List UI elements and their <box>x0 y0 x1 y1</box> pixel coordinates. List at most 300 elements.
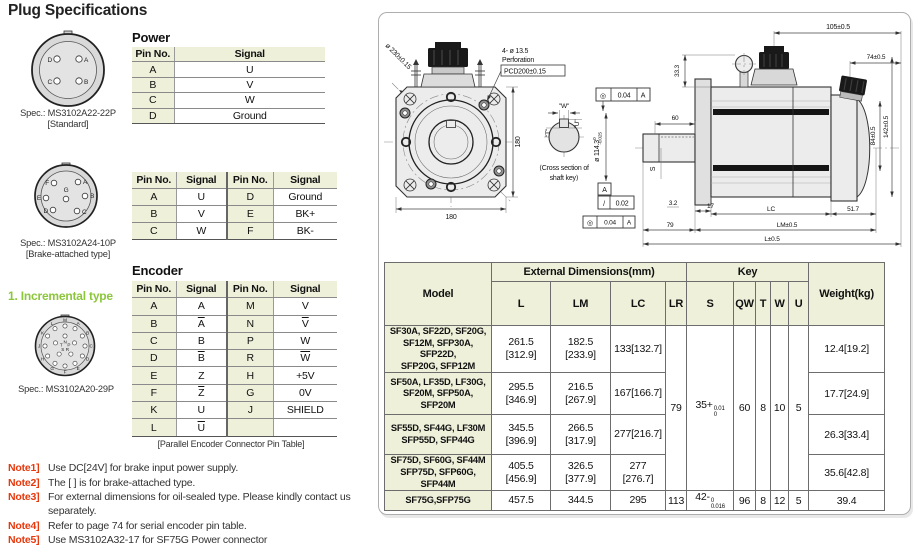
column-header: U <box>789 282 809 326</box>
tolerance-frames <box>583 88 650 228</box>
lc-cell <box>611 326 666 373</box>
lm-cell <box>551 455 611 491</box>
w-cell: 12 <box>771 491 789 511</box>
encoder-type-label: 1. Incremental type <box>8 289 113 303</box>
tolerance-stack <box>714 406 725 418</box>
pin-hole <box>76 56 82 62</box>
hole-label-2: Perforation <box>502 57 535 64</box>
tolerance-sup: 0 <box>710 498 714 505</box>
pin-cell: J <box>227 402 273 419</box>
pin-letter: L <box>50 321 54 327</box>
pin-cell: D <box>132 350 176 367</box>
pin-cell <box>273 419 337 436</box>
pin-cell: N <box>227 315 273 332</box>
lm-cell <box>551 415 611 455</box>
page-title: Plug Specifications <box>8 2 148 19</box>
lc-cell <box>611 415 666 455</box>
pin-cell: $\overline{Z}$ <box>176 384 227 401</box>
pin-cell: E <box>227 206 273 223</box>
pin-hole <box>43 195 49 201</box>
dim-s: S <box>650 166 657 172</box>
model-cell <box>385 491 492 511</box>
table-row <box>385 373 885 415</box>
cell-line: 326.5 <box>567 459 594 472</box>
pin-table-row <box>132 350 337 367</box>
pin-letter: D <box>85 356 90 362</box>
pin-hole <box>51 180 57 186</box>
column-header: QW <box>734 282 756 326</box>
column-header: T <box>756 282 771 326</box>
dim-lm: LM±0.5 <box>776 222 798 229</box>
note-label: Note5] <box>8 534 40 547</box>
dim-33: 33.3 <box>674 65 681 77</box>
pin-cell: U <box>176 189 227 206</box>
brake-connector-caption <box>0 238 136 260</box>
cell-line: 167[166.7] <box>614 387 662 400</box>
cell-line: 277 <box>629 459 647 472</box>
pin-cell: BK- <box>273 223 337 240</box>
pin-cell: M <box>227 298 273 315</box>
encoder-table-caption: [Parallel Encoder Connector Pin Table] <box>157 439 305 449</box>
front-dim-width: 180 <box>445 214 457 221</box>
power-connector-drawing <box>28 30 108 110</box>
pin-table-header-row <box>132 281 337 298</box>
cell-line: 266.5 <box>567 421 594 434</box>
pin-hole <box>54 56 60 62</box>
cell-line: [276.7] <box>622 472 654 485</box>
pin-hole <box>73 361 77 365</box>
pin-hole <box>63 324 67 328</box>
weight-cell: 12.4[19.2] <box>809 326 885 373</box>
pin-hole <box>57 352 61 356</box>
shaft <box>643 134 695 162</box>
tol2-value: 0.04 <box>604 219 616 227</box>
note-text: The [ ] is for brake-attached type. <box>48 476 196 489</box>
pin-letter: A <box>76 321 80 327</box>
notes-list <box>8 462 372 549</box>
pin-letter: C <box>82 209 87 216</box>
l-cell <box>492 415 551 455</box>
column-header: L <box>492 282 551 326</box>
pin-letter: R <box>65 346 69 352</box>
cell-line: [396.9] <box>505 434 537 447</box>
pin-cell: W <box>176 223 227 240</box>
pin-cell: L <box>132 419 176 436</box>
cell-line: 345.5 <box>508 421 534 434</box>
pin-letter: B <box>86 330 89 336</box>
cell-line: 295 <box>629 494 647 507</box>
pin-cell: W <box>174 93 325 108</box>
pin-hole <box>76 78 82 84</box>
weight-cell: 39.4 <box>809 491 885 511</box>
front-view <box>384 42 565 221</box>
power-connector-caption <box>0 108 136 130</box>
pin-cell: BK+ <box>273 206 337 223</box>
pin-cell: U <box>176 402 227 419</box>
datum-a: A <box>602 187 607 194</box>
dimension-panel <box>378 12 911 515</box>
pin-table-header-row <box>132 172 337 189</box>
u-cell: 5 <box>789 491 809 511</box>
table-row <box>385 491 885 511</box>
table-row <box>385 415 885 455</box>
front-connector <box>421 42 475 87</box>
lc-cell <box>611 491 666 511</box>
pin-table-row <box>132 332 337 349</box>
lm-cell <box>551 326 611 373</box>
pin-table-row <box>132 384 337 401</box>
pin-letter: C <box>47 79 52 86</box>
front-dim-height: 180 <box>515 136 522 148</box>
pin-hole <box>43 344 47 348</box>
pin-cell: V <box>176 206 227 223</box>
pin-hole <box>72 341 76 345</box>
connector-face <box>40 42 97 99</box>
pin-letter: G <box>50 366 54 372</box>
rear-bulge <box>857 99 870 197</box>
encoder-heading: Encoder <box>132 263 183 278</box>
pin-cell: Z <box>176 367 227 384</box>
t-merged-cell: 8 <box>756 326 771 491</box>
cell-line: [377.9] <box>565 472 596 485</box>
shaft-keyway <box>447 121 456 128</box>
pin-letter: G <box>63 187 69 194</box>
pin-cell: F <box>132 384 176 401</box>
rear-connector <box>838 75 867 101</box>
cell-line: SF75D, SF60G, SF44M <box>390 455 486 466</box>
qw-merged-cell: 60 <box>734 326 756 491</box>
pin-letter: T <box>59 342 63 348</box>
cell-line: [456.9] <box>505 472 537 485</box>
cell-line: SF12M, SFP30A, SFP22D, <box>402 337 474 360</box>
note-text: Refer to page 74 for serial encoder pin table. <box>48 519 247 532</box>
pin-hole <box>73 327 77 331</box>
pin-cell: B <box>132 77 174 92</box>
lc-cell <box>611 373 666 415</box>
pin-hole <box>54 78 60 84</box>
pin-hole <box>63 364 67 368</box>
pin-hole <box>63 196 69 202</box>
l-cell <box>492 455 551 491</box>
power-spec: Spec.: MS3102A22-22P <box>20 108 116 118</box>
lc-cell <box>611 455 666 491</box>
pin-cell: D <box>132 108 174 123</box>
dim-142: 142±0.5 <box>883 115 890 139</box>
pin-hole <box>75 179 81 185</box>
pin-letter: H <box>40 356 45 362</box>
model-cell <box>385 415 492 455</box>
pin-cell: B <box>132 206 176 223</box>
cell-line: SF30A, SF22D, SF20G, <box>389 326 487 336</box>
encoder-pin-table <box>132 281 337 437</box>
pin-cell: B <box>132 315 176 332</box>
dim-l: L±0.5 <box>764 236 780 243</box>
l-cell <box>492 373 551 415</box>
pin-letter: N <box>63 339 67 345</box>
tolerance-stack <box>711 498 725 510</box>
dim-17: 17 <box>707 203 714 210</box>
pin-cell: B <box>176 332 227 349</box>
cell-line: 216.5 <box>567 380 594 393</box>
column-header: LC <box>611 282 666 326</box>
pin-cell: C <box>132 332 176 349</box>
pin-column-header: Signal <box>273 172 337 189</box>
note-text: Use DC[24V] for brake input power supply. <box>48 462 239 474</box>
pin-cell: V <box>273 298 337 315</box>
pin-cell: K <box>132 402 176 419</box>
column-header: S <box>687 282 734 326</box>
cell-line: [346.9] <box>505 393 537 406</box>
tol1-symbol: ◎ <box>600 93 606 100</box>
pin-letter: B <box>84 79 89 86</box>
pin-hole <box>53 341 57 345</box>
pin-cell: C <box>132 223 176 240</box>
key-u-label: "U" <box>574 119 581 129</box>
cell-line: [233.9] <box>565 349 596 362</box>
cell-line: SF20M, SFP50A, SFP20M <box>402 388 474 410</box>
lr-merged-cell: 79 <box>666 326 687 491</box>
w-merged-cell: 10 <box>771 326 789 491</box>
key-header: Key <box>687 263 809 282</box>
pin-cell: A <box>132 298 176 315</box>
pin-column-header: Signal <box>176 281 227 298</box>
cell-line: 261.5 <box>508 336 534 349</box>
pin-column-header: Pin No. <box>227 172 273 189</box>
note-label: Note3] <box>8 491 40 504</box>
pin-cell: R <box>227 350 273 367</box>
qw-cell: 96 <box>734 491 756 511</box>
pin-letter: F <box>45 180 49 187</box>
cell-line: 457.5 <box>508 494 534 507</box>
pin-hole <box>50 207 56 213</box>
table-header-row <box>385 263 885 282</box>
pin-table-row <box>132 223 337 240</box>
tol1-value: 0.04 <box>617 92 631 100</box>
cell-line: [267.9] <box>565 393 596 406</box>
pin-hole <box>80 334 84 338</box>
column-header: W <box>771 282 789 326</box>
pin-hole <box>46 334 50 338</box>
pin-letter: D <box>43 208 48 215</box>
pin-cell: P <box>227 332 273 349</box>
note-row <box>8 477 372 491</box>
pin-column-header: Pin No. <box>227 281 273 298</box>
lm-cell <box>551 373 611 415</box>
pin-letter: F <box>63 369 67 375</box>
pin-letter: E <box>76 366 80 372</box>
pin-letter: B <box>90 193 95 200</box>
cell-line: SF55D, SF44G, LF30M <box>390 423 486 434</box>
pin-cell: $\overline{B}$ <box>176 350 227 367</box>
lm-cell <box>551 491 611 511</box>
pin-column-header: Pin No. <box>132 281 176 298</box>
pin-cell: A <box>132 189 176 206</box>
pin-hole <box>63 334 67 338</box>
pin-letter: C <box>89 343 93 349</box>
pin-cell: +5V <box>273 367 337 384</box>
pin-column-header: Pin No. <box>132 172 176 189</box>
pin-column-header: Signal <box>176 172 227 189</box>
pin-table-row <box>132 77 325 92</box>
l-cell <box>492 491 551 511</box>
pin-cell: A <box>176 298 227 315</box>
cell-line: SF50A, LF35D, LF30G, <box>390 376 486 387</box>
tol2-symbol: ◎ <box>587 220 593 227</box>
weight-cell: 35.6[42.8] <box>809 455 885 491</box>
pin-letter: E <box>36 195 41 202</box>
pin-column-header: Pin No. <box>132 47 174 62</box>
cell-line: SF75G,SFP75G <box>405 494 471 505</box>
pin-cell: W <box>273 332 337 349</box>
dim-3-2: 3.2 <box>668 200 678 207</box>
brake-connector-drawing <box>32 162 100 230</box>
hole-label-1: 4- ø 13.5 <box>502 48 529 55</box>
t-cell: 8 <box>756 491 771 511</box>
pin-table-row <box>132 419 337 436</box>
front-dim-diagonal: ø 230±0.15 <box>383 42 413 72</box>
encoder-connector-drawing <box>33 314 97 378</box>
note-row <box>8 491 372 518</box>
table-row <box>385 455 885 491</box>
cell-line: 182.5 <box>567 336 594 349</box>
external-dimensions-header: External Dimensions(mm) <box>492 263 687 282</box>
pin-cell: $\overline{A}$ <box>176 315 227 332</box>
brake-pin-table <box>132 172 337 240</box>
pin-table-row <box>132 367 337 384</box>
pin-cell: D <box>227 189 273 206</box>
pin-hole <box>83 344 87 348</box>
lr-cell: 113 <box>666 491 687 511</box>
pin-hole <box>74 208 80 214</box>
dim-84: 84±0.5 <box>870 126 877 146</box>
column-header: LR <box>666 282 687 326</box>
model-cell <box>385 455 492 491</box>
pin-table-row <box>132 93 325 108</box>
weight-cell: 17.7[24.9] <box>809 373 885 415</box>
pin-hole <box>69 352 73 356</box>
cell-line: 344.5 <box>567 494 594 507</box>
pin-cell: C <box>132 93 174 108</box>
dim-lc: LC <box>767 206 775 213</box>
pin-table-row <box>132 206 337 223</box>
pin-letter: A <box>83 179 88 186</box>
pin-cell <box>227 419 273 436</box>
flatness-value: 0.02 <box>615 200 629 208</box>
pin-cell: $\overline{U}$ <box>176 419 227 436</box>
pin-table-header-row <box>132 47 325 62</box>
encoder-spec: Spec.: MS3102A20-29P <box>18 384 114 394</box>
tolerance-sub: 0 <box>713 411 717 418</box>
s-merged-cell: 35+ 0.01 0 <box>687 326 734 491</box>
pin-cell: V <box>174 77 325 92</box>
pin-hole <box>80 354 84 358</box>
external-dimensions-table <box>384 262 885 511</box>
s-cell: 42- 0 0.016 <box>687 491 734 511</box>
pin-cell: $\overline{W}$ <box>273 350 337 367</box>
note-row <box>8 534 372 548</box>
pin-cell: 0V <box>273 384 337 401</box>
dim-60: 60 <box>671 115 679 122</box>
note-label: Note1] <box>8 462 40 474</box>
pin-hole <box>46 354 50 358</box>
tolerance-sup: 0.01 <box>713 405 725 412</box>
note-row <box>8 520 372 534</box>
pin-cell: Ground <box>273 189 337 206</box>
weight-cell: 26.3[33.4] <box>809 415 885 455</box>
mount-flange <box>695 79 711 205</box>
dim-79: 79 <box>666 222 674 229</box>
cell-line: 405.5 <box>508 459 534 472</box>
motor-body <box>711 87 831 197</box>
pin-cell: F <box>227 223 273 240</box>
pin-column-header: Signal <box>273 281 337 298</box>
rear-housing <box>831 95 857 201</box>
note-text: For external dimensions for oil-sealed type. Please kindly contact us separately. <box>48 491 351 517</box>
pin-cell: SHIELD <box>273 402 337 419</box>
pin-letter: K <box>41 330 44 336</box>
cell-line: SFP55D, SFP44G <box>401 434 475 445</box>
note-row <box>8 462 372 476</box>
pin-letter: A <box>84 57 89 64</box>
pin-cell: Ground <box>174 108 325 123</box>
note-label: Note4] <box>8 519 40 532</box>
pin-hole <box>82 193 88 199</box>
key-t-label: "T" <box>545 129 552 137</box>
flatness-symbol: / <box>603 201 605 208</box>
note-text: Use MS3102A32-17 for SF75G Power connector <box>48 534 268 547</box>
pin-table-row <box>132 189 337 206</box>
model-cell <box>385 373 492 415</box>
motor-dimension-drawing <box>380 15 904 259</box>
pin-column-header: Signal <box>174 47 325 62</box>
dim-105: 105±0.5 <box>826 24 850 31</box>
tol1-datum: A <box>640 92 646 100</box>
cell-line: 277[216.7] <box>614 428 662 441</box>
model-cell <box>385 326 492 373</box>
cell-line: SFP20G, SFP12M <box>400 360 476 371</box>
dim-51-7: 51.7 <box>847 206 859 213</box>
pin-cell: U <box>174 62 325 77</box>
cell-line: SFP75D, SFP60G, SFP44M <box>400 467 476 489</box>
pin-hole <box>53 327 57 331</box>
pin-cell: G <box>227 384 273 401</box>
note-label: Note2] <box>8 476 40 489</box>
pin-table-row <box>132 298 337 315</box>
pin-hole <box>53 361 57 365</box>
column-header: LM <box>551 282 611 326</box>
shaft-key-section <box>539 103 589 182</box>
pin-cell: $\overline{V}$ <box>273 315 337 332</box>
key-caption-1: ⟨Cross section of <box>539 165 589 172</box>
side-top-connector <box>751 46 797 85</box>
pin-table-row <box>132 315 337 332</box>
tol2-datum: A <box>626 219 632 227</box>
dim-74: 74±0.5 <box>866 54 886 61</box>
side-view <box>635 24 901 247</box>
table-row <box>385 326 885 373</box>
cell-line: 295.5 <box>508 380 534 393</box>
tolerance-sub: 0.016 <box>710 504 725 511</box>
pin-cell: E <box>132 367 176 384</box>
pilot-diameter: ø 114.3$^0$-0.025 <box>593 132 604 162</box>
weight-header: Weight(kg) <box>809 263 885 326</box>
pin-letter: P <box>67 342 71 348</box>
brake-spec-sub: [Brake-attached type] <box>25 249 111 260</box>
pin-letter: S <box>61 346 65 352</box>
pin-letter: M <box>63 317 67 323</box>
power-heading: Power <box>132 30 171 45</box>
encoder-connector-caption <box>0 384 132 395</box>
